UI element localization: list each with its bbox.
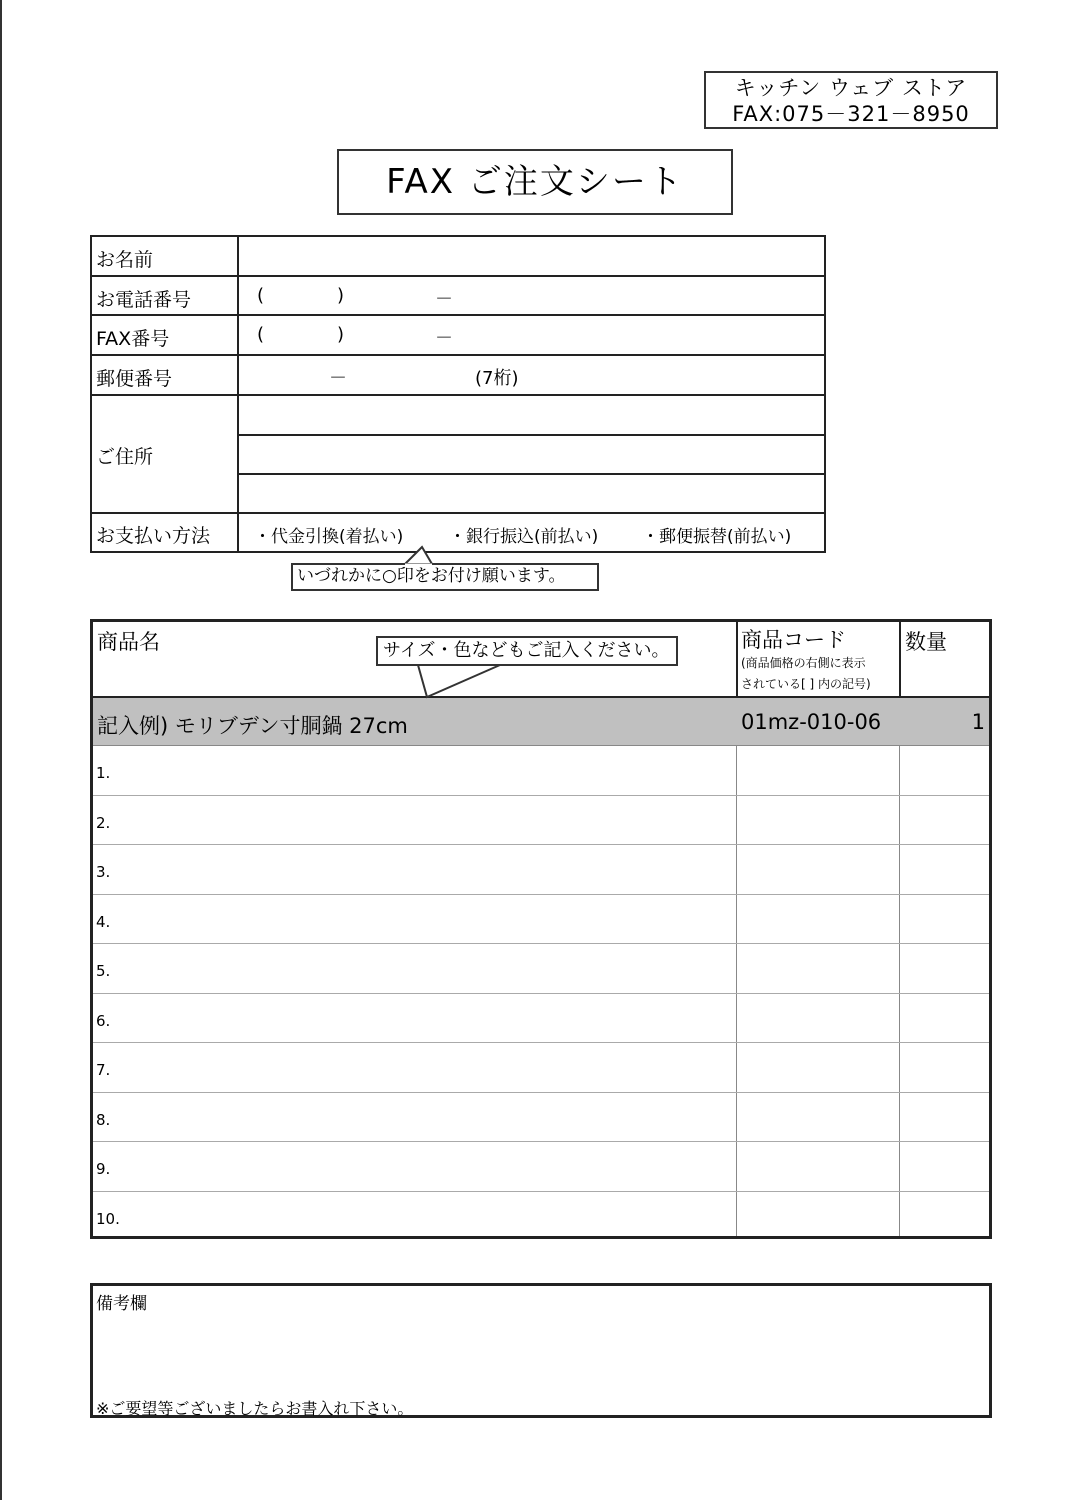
row-number: 7. [96,1061,111,1079]
payment-row [92,514,824,551]
order-table [90,619,992,1239]
fax-label: FAX番号 [96,328,170,350]
quantity-header: 数量 [905,630,947,654]
fax-dash: － [435,328,453,349]
order-row [93,994,989,1044]
row-number: 9. [96,1160,111,1178]
fax-paren-open: ( [257,324,265,345]
order-rows [93,746,989,1236]
name-label: お名前 [96,249,154,271]
phone-label: お電話番号 [96,289,192,311]
example-qty: 1 [971,710,985,734]
payment-note: いづれかに○印をお付け願います。 [291,563,599,591]
column-divider [899,622,901,696]
phone-paren-close: ) [337,285,345,306]
row-number: 4. [96,912,111,931]
zip-label: 郵便番号 [96,368,173,390]
row-number: 8. [96,1110,111,1129]
fax-row [92,316,824,356]
row-number: 10. [96,1209,120,1228]
store-info-box [704,71,998,129]
row-number: 3. [96,863,111,881]
address-row [92,396,824,514]
store-name: キッチン ウェブ ストア [734,76,968,100]
example-row [93,696,989,746]
phone-dash: － [435,289,453,310]
customer-info-table [90,235,826,553]
zip-digits-note: (7桁) [475,368,519,389]
size-color-callout: サイズ・色などもご記入ください。 [376,636,678,666]
order-row [93,796,989,846]
order-row [93,944,989,994]
row-number: 2. [96,813,111,832]
product-code-note: (商品価格の右側に表示 [741,656,866,670]
row-number: 1. [96,764,111,782]
row-number: 6. [96,1011,111,1030]
order-row [93,1043,989,1093]
address-line [239,434,824,436]
payment-option-postal: ・郵便振替(前払い) [642,527,792,547]
order-row [93,1093,989,1143]
product-code-header: 商品コード [741,628,846,652]
remarks-label: 備考欄 [96,1294,147,1314]
column-divider [736,622,738,696]
address-label: ご住所 [96,446,154,468]
zip-row [92,356,824,396]
payment-option-cod: ・代金引換(着払い) [254,527,404,547]
payment-option-bank: ・銀行振込(前払い) [449,527,599,547]
address-line [239,473,824,475]
example-code: 01mz-010-06 [741,710,882,734]
product-code-note: されている[ ] 内の記号) [741,677,871,691]
page-edge [0,0,2,1500]
remarks-box [90,1283,992,1418]
order-row [93,746,989,796]
fax-paren-close: ) [337,324,345,345]
phone-row [92,277,824,316]
example-product: 記入例) モリブデン寸胴鍋 27cm [97,714,408,738]
order-row [93,1142,989,1192]
payment-label: お支払い方法 [96,525,211,547]
order-row [93,1192,989,1242]
row-number: 5. [96,962,111,980]
zip-dash: － [329,368,347,389]
name-row [92,237,824,277]
page-title: FAX ご注文シート [337,149,733,215]
remarks-note: ※ご要望等ございましたらお書入れ下さい。 [96,1399,414,1418]
order-row [93,845,989,895]
store-fax: FAX:075－321－8950 [732,102,970,126]
phone-paren-open: ( [257,285,265,306]
order-row [93,895,989,945]
product-name-header: 商品名 [97,630,160,654]
